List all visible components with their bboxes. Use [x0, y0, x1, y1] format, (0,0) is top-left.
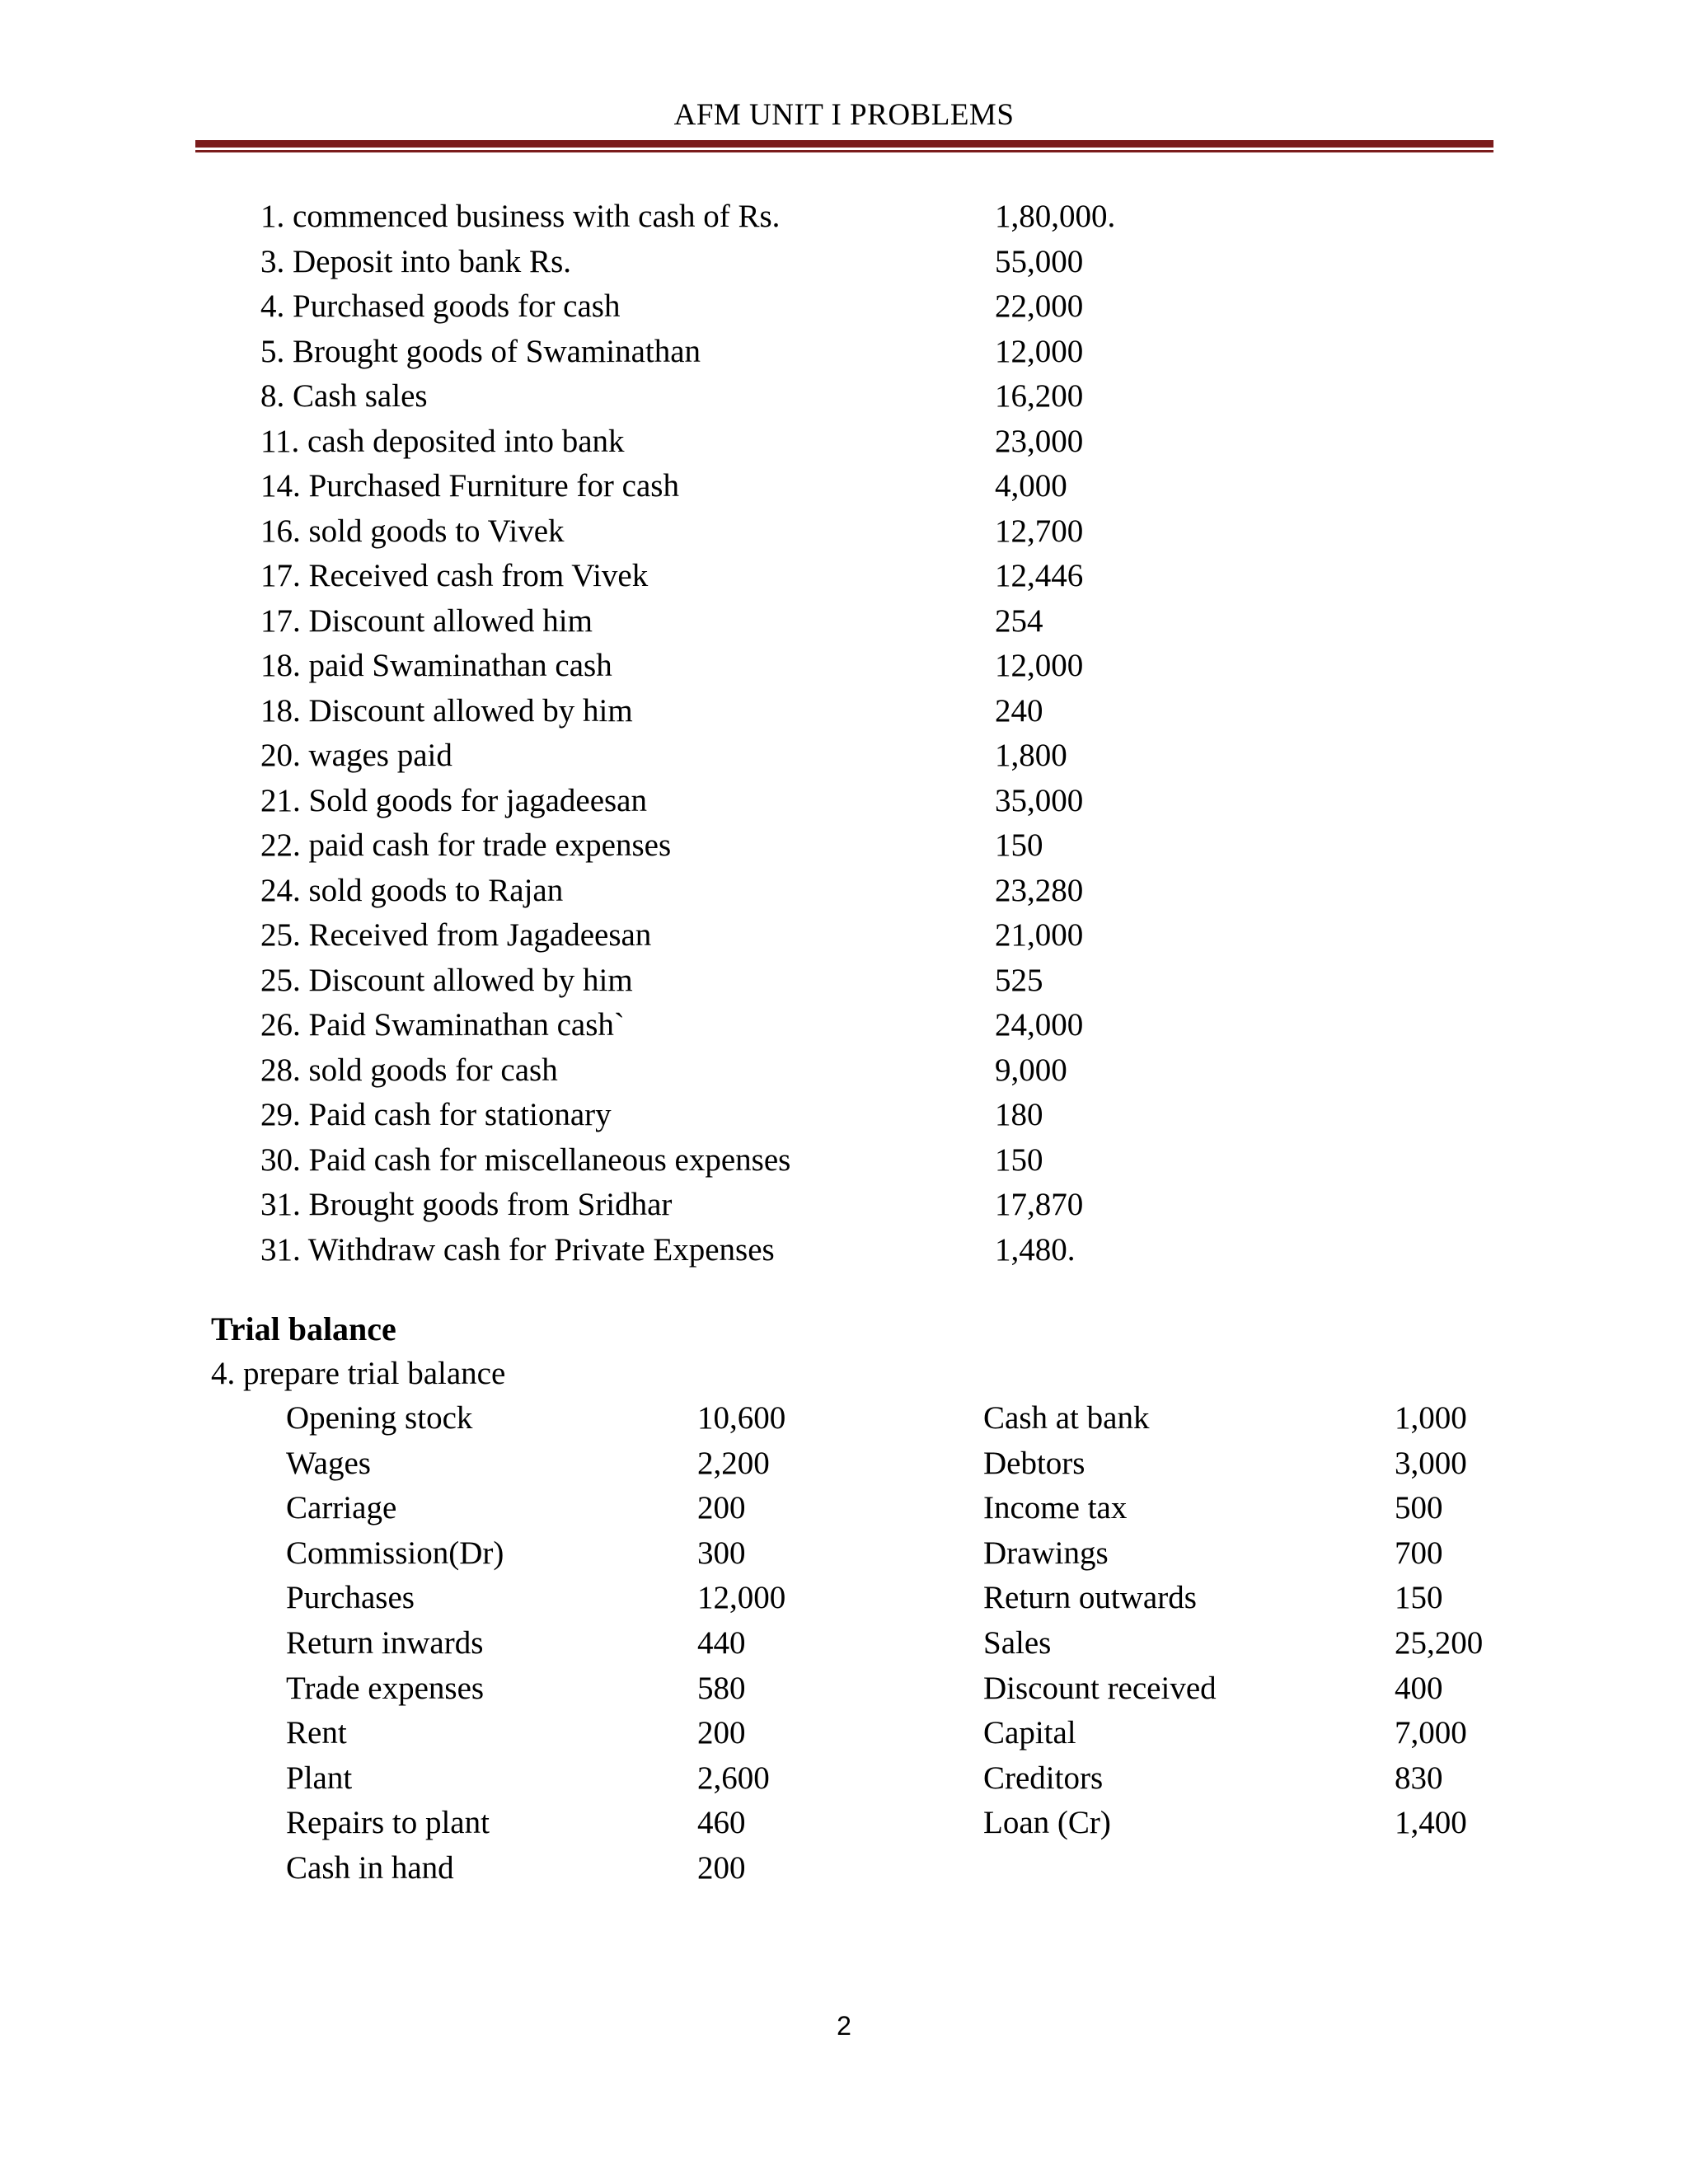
transaction-row	[0, 374, 1688, 419]
debit-account: Repairs to plant	[286, 1805, 490, 1841]
table-row	[0, 1486, 1688, 1531]
transaction-amount: 254	[995, 602, 1043, 639]
credit-amount: 500	[1395, 1490, 1443, 1526]
table-row	[0, 1711, 1688, 1756]
debit-account: Rent	[286, 1715, 347, 1751]
transaction-desc: 26. Paid Swaminathan cash`	[260, 1007, 625, 1043]
transaction-row	[0, 689, 1688, 734]
transaction-desc: 3. Deposit into bank Rs.	[260, 243, 571, 279]
trial-balance-table	[0, 1396, 1688, 1891]
transaction-row	[0, 554, 1688, 599]
transaction-amount: 1,80,000.	[995, 199, 1116, 234]
transaction-desc: 4. Purchased goods for cash	[260, 288, 621, 324]
transaction-row	[0, 958, 1688, 1004]
transaction-row	[0, 1183, 1688, 1228]
header-rule-thick	[195, 140, 1493, 148]
table-row	[0, 1576, 1688, 1621]
table-row	[0, 1666, 1688, 1712]
transaction-row	[0, 284, 1688, 330]
credit-amount: 7,000	[1395, 1715, 1467, 1751]
transaction-row	[0, 913, 1688, 958]
transaction-row	[0, 1138, 1688, 1183]
section-heading-trial-balance: Trial balance	[211, 1310, 396, 1347]
debit-account: Wages	[286, 1445, 371, 1481]
debit-amount: 580	[697, 1670, 746, 1706]
transaction-amount: 24,000	[995, 1007, 1084, 1043]
debit-amount: 440	[697, 1624, 746, 1661]
debit-account: Opening stock	[286, 1400, 473, 1436]
credit-account: Return outwards	[983, 1580, 1197, 1616]
transaction-row	[0, 1093, 1688, 1138]
credit-account: Drawings	[983, 1535, 1109, 1571]
transaction-row	[0, 599, 1688, 644]
transaction-desc: 14. Purchased Furniture for cash	[260, 468, 679, 504]
credit-account: Cash at bank	[983, 1400, 1150, 1436]
transaction-amount: 4,000	[995, 468, 1067, 504]
debit-amount: 200	[697, 1849, 746, 1886]
transaction-row	[0, 1048, 1688, 1094]
debit-account: Return inwards	[286, 1624, 484, 1661]
transaction-desc: 8. Cash sales	[260, 378, 428, 414]
credit-amount: 3,000	[1395, 1445, 1467, 1481]
credit-amount: 830	[1395, 1760, 1443, 1796]
transaction-desc: 20. wages paid	[260, 738, 452, 773]
debit-amount: 12,000	[697, 1580, 786, 1616]
debit-account: Commission(Dr)	[286, 1535, 504, 1571]
table-row	[0, 1801, 1688, 1846]
credit-amount: 150	[1395, 1580, 1443, 1616]
transaction-desc: 31. Brought goods from Sridhar	[260, 1187, 673, 1222]
credit-amount: 1,000	[1395, 1400, 1467, 1436]
transaction-amount: 180	[995, 1097, 1043, 1132]
transaction-amount: 240	[995, 692, 1043, 729]
debit-amount: 2,600	[697, 1760, 770, 1796]
transaction-desc: 18. Discount allowed by him	[260, 692, 633, 729]
credit-account: Creditors	[983, 1760, 1104, 1796]
transaction-desc: 28. sold goods for cash	[260, 1052, 558, 1088]
page-number: 2	[837, 2011, 851, 2041]
credit-account: Loan (Cr)	[983, 1805, 1111, 1841]
credit-account: Capital	[983, 1715, 1076, 1751]
header-rule-thin	[195, 150, 1493, 152]
transaction-row	[0, 869, 1688, 914]
debit-amount: 10,600	[697, 1400, 786, 1436]
transaction-row	[0, 1228, 1688, 1273]
debit-amount: 460	[697, 1805, 746, 1841]
table-row	[0, 1396, 1688, 1441]
credit-amount: 700	[1395, 1535, 1443, 1571]
transaction-amount: 9,000	[995, 1052, 1067, 1088]
transaction-row	[0, 240, 1688, 285]
credit-account: Sales	[983, 1624, 1052, 1661]
transaction-amount: 22,000	[995, 288, 1084, 324]
table-row	[0, 1621, 1688, 1666]
transaction-row	[0, 194, 1688, 240]
table-row	[0, 1531, 1688, 1577]
credit-amount: 25,200	[1395, 1624, 1484, 1661]
transaction-amount: 1,800	[995, 738, 1067, 773]
transaction-amount: 23,280	[995, 872, 1084, 908]
transaction-amount: 12,446	[995, 558, 1084, 593]
transaction-amount: 55,000	[995, 243, 1084, 279]
transaction-desc: 25. Received from Jagadeesan	[260, 917, 652, 953]
transaction-desc: 5. Brought goods of Swaminathan	[260, 333, 701, 369]
debit-amount: 200	[697, 1715, 746, 1751]
transaction-row	[0, 330, 1688, 375]
transaction-amount: 12,000	[995, 648, 1084, 683]
transaction-desc: 24. sold goods to Rajan	[260, 872, 564, 908]
transaction-amount: 21,000	[995, 917, 1084, 953]
debit-amount: 200	[697, 1490, 746, 1526]
transaction-amount: 1,480.	[995, 1231, 1076, 1268]
transaction-row	[0, 644, 1688, 689]
transaction-desc: 17. Received cash from Vivek	[260, 558, 649, 593]
transaction-row	[0, 419, 1688, 465]
transaction-desc: 1. commenced business with cash of Rs.	[260, 199, 781, 234]
problem-statement: 4. prepare trial balance	[211, 1356, 506, 1391]
debit-account: Trade expenses	[286, 1670, 485, 1706]
transaction-desc: 31. Withdraw cash for Private Expenses	[260, 1231, 775, 1268]
credit-amount: 400	[1395, 1670, 1443, 1706]
transaction-desc: 21. Sold goods for jagadeesan	[260, 782, 647, 818]
transaction-row	[0, 509, 1688, 555]
transaction-desc: 18. paid Swaminathan cash	[260, 648, 612, 683]
transaction-desc: 29. Paid cash for stationary	[260, 1097, 612, 1132]
transaction-desc: 17. Discount allowed him	[260, 602, 593, 639]
debit-account: Plant	[286, 1760, 353, 1796]
transaction-amount: 525	[995, 962, 1043, 998]
transaction-amount: 150	[995, 1141, 1043, 1178]
transaction-desc: 30. Paid cash for miscellaneous expenses	[260, 1141, 791, 1178]
page-header: AFM UNIT I PROBLEMS	[673, 98, 1015, 132]
transaction-desc: 16. sold goods to Vivek	[260, 513, 565, 549]
debit-amount: 300	[697, 1535, 746, 1571]
debit-account: Carriage	[286, 1490, 397, 1526]
transaction-amount: 16,200	[995, 378, 1084, 414]
debit-account: Cash in hand	[286, 1849, 454, 1886]
transaction-amount: 150	[995, 827, 1043, 863]
transaction-amount: 17,870	[995, 1187, 1084, 1222]
transaction-row	[0, 733, 1688, 779]
credit-account: Debtors	[983, 1445, 1085, 1481]
transaction-list	[0, 194, 1688, 1272]
transaction-row	[0, 464, 1688, 509]
transaction-amount: 12,000	[995, 333, 1084, 369]
transaction-amount: 35,000	[995, 782, 1084, 818]
transaction-row	[0, 779, 1688, 824]
credit-account: Discount received	[983, 1670, 1217, 1706]
transaction-amount: 12,700	[995, 513, 1084, 549]
credit-amount: 1,400	[1395, 1805, 1467, 1841]
table-row	[0, 1441, 1688, 1487]
table-row	[0, 1846, 1688, 1891]
transaction-row	[0, 1003, 1688, 1048]
transaction-row	[0, 823, 1688, 869]
transaction-amount: 23,000	[995, 423, 1084, 459]
transaction-desc: 25. Discount allowed by him	[260, 962, 633, 998]
debit-account: Purchases	[286, 1580, 415, 1616]
transaction-desc: 22. paid cash for trade expenses	[260, 827, 672, 863]
credit-account: Income tax	[983, 1490, 1128, 1526]
transaction-desc: 11. cash deposited into bank	[260, 423, 625, 459]
table-row	[0, 1756, 1688, 1802]
debit-amount: 2,200	[697, 1445, 770, 1481]
